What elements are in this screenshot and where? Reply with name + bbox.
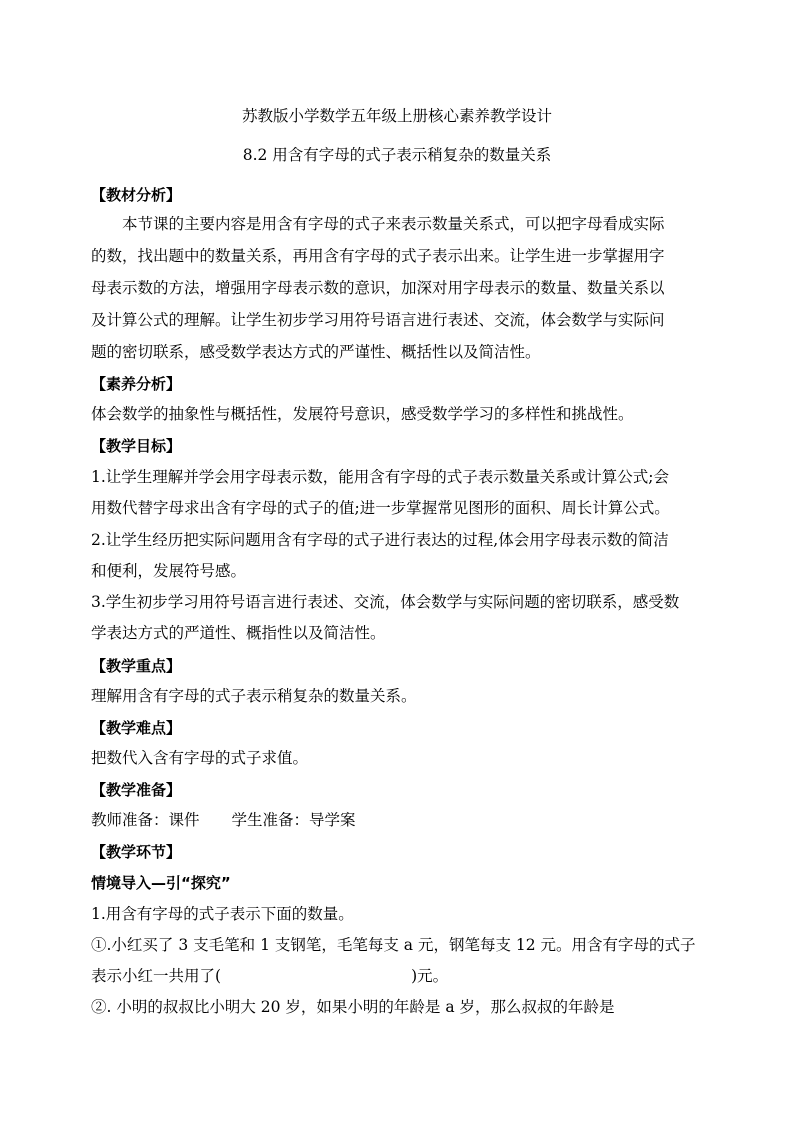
paragraph-line: 题的密切联系，感受数学表达方式的严谨性、概括性以及简洁性。: [91, 343, 541, 361]
procedure-subheading: 情境导入—引“探究”: [91, 874, 231, 892]
paragraph-line: 本节课的主要内容是用含有字母的式子来表示数量关系式，可以把字母看成实际: [122, 215, 665, 233]
section-heading-difficulties: 【教学难点】: [91, 719, 182, 737]
paragraph-line: 3.学生初步学习用符号语言进行表述、交流，体会数学与实际问题的密切联系，感受数: [91, 593, 680, 611]
document-title: 苏教版小学数学五年级上册核心素养教学设计: [241, 107, 552, 125]
paragraph-line: 体会数学的抽象性与概括性，发展符号意识，感受数学学习的多样性和挑战性。: [91, 405, 634, 423]
section-heading-key-points: 【教学重点】: [91, 657, 182, 675]
answer-prompt-end: )元。: [411, 967, 449, 985]
paragraph-line: 1.让学生理解并学会用字母表示数，能用含有字母的式子表示数量关系或计算公式;会: [91, 468, 670, 486]
question-1b-line: ②. 小明的叔叔比小明大 20 岁，如果小明的年龄是 a 岁，那么叔叔的年龄是: [91, 998, 615, 1016]
paragraph-line: 2.让学生经历把实际问题用含有字母的式子进行表达的过程,体会用字母表示数的简洁: [91, 531, 669, 549]
question-1: 1.用含有字母的式子表示下面的数量。: [91, 905, 354, 923]
paragraph-line: 及计算公式的理解。让学生初步学习用符号语言进行表述、交流，体会数学与实际问: [91, 311, 665, 329]
paragraph-line: 的数，找出题中的数量关系，再用含有字母的式子表示出来。让学生进一步掌握用字: [91, 247, 665, 265]
teacher-preparation: 教师准备：课件: [91, 811, 200, 829]
section-heading-procedure: 【教学环节】: [91, 843, 182, 861]
paragraph-line: 把数代入含有字母的式子求值。: [91, 749, 309, 767]
paragraph-line: 用数代替字母求出含有字母的式子的值;进一步掌握常见图形的面积、周长计算公式。: [91, 499, 670, 517]
question-1a-answer-line: [91, 966, 711, 986]
paragraph-line: 学表达方式的严道性、概指性以及简洁性。: [91, 624, 386, 642]
section-heading-material-analysis: 【教材分析】: [91, 186, 182, 204]
paragraph-line: 理解用含有字母的式子表示稍复杂的数量关系。: [91, 687, 417, 705]
preparation-line: [91, 810, 711, 830]
document-subtitle: 8.2 用含有字母的式子表示稍复杂的数量关系: [242, 146, 552, 164]
paragraph-line: 和便利，发展符号感。: [91, 562, 247, 580]
student-preparation: 学生准备：导学案: [231, 811, 356, 829]
section-heading-literacy-analysis: 【素养分析】: [91, 375, 182, 393]
question-1a-line: ①.小红买了 3 支毛笔和 1 支钢笔，毛笔每支 a 元，钢笔每支 12 元。用含有字母的式子: [91, 936, 696, 954]
answer-prompt-start: 表示小红一共用了(: [91, 967, 222, 985]
paragraph-line: 母表示数的方法，增强用字母表示数的意识，加深对用字母表示的数量、数量关系以: [91, 279, 665, 297]
section-heading-objectives: 【教学目标】: [91, 437, 182, 455]
section-heading-preparation: 【教学准备】: [91, 781, 182, 799]
